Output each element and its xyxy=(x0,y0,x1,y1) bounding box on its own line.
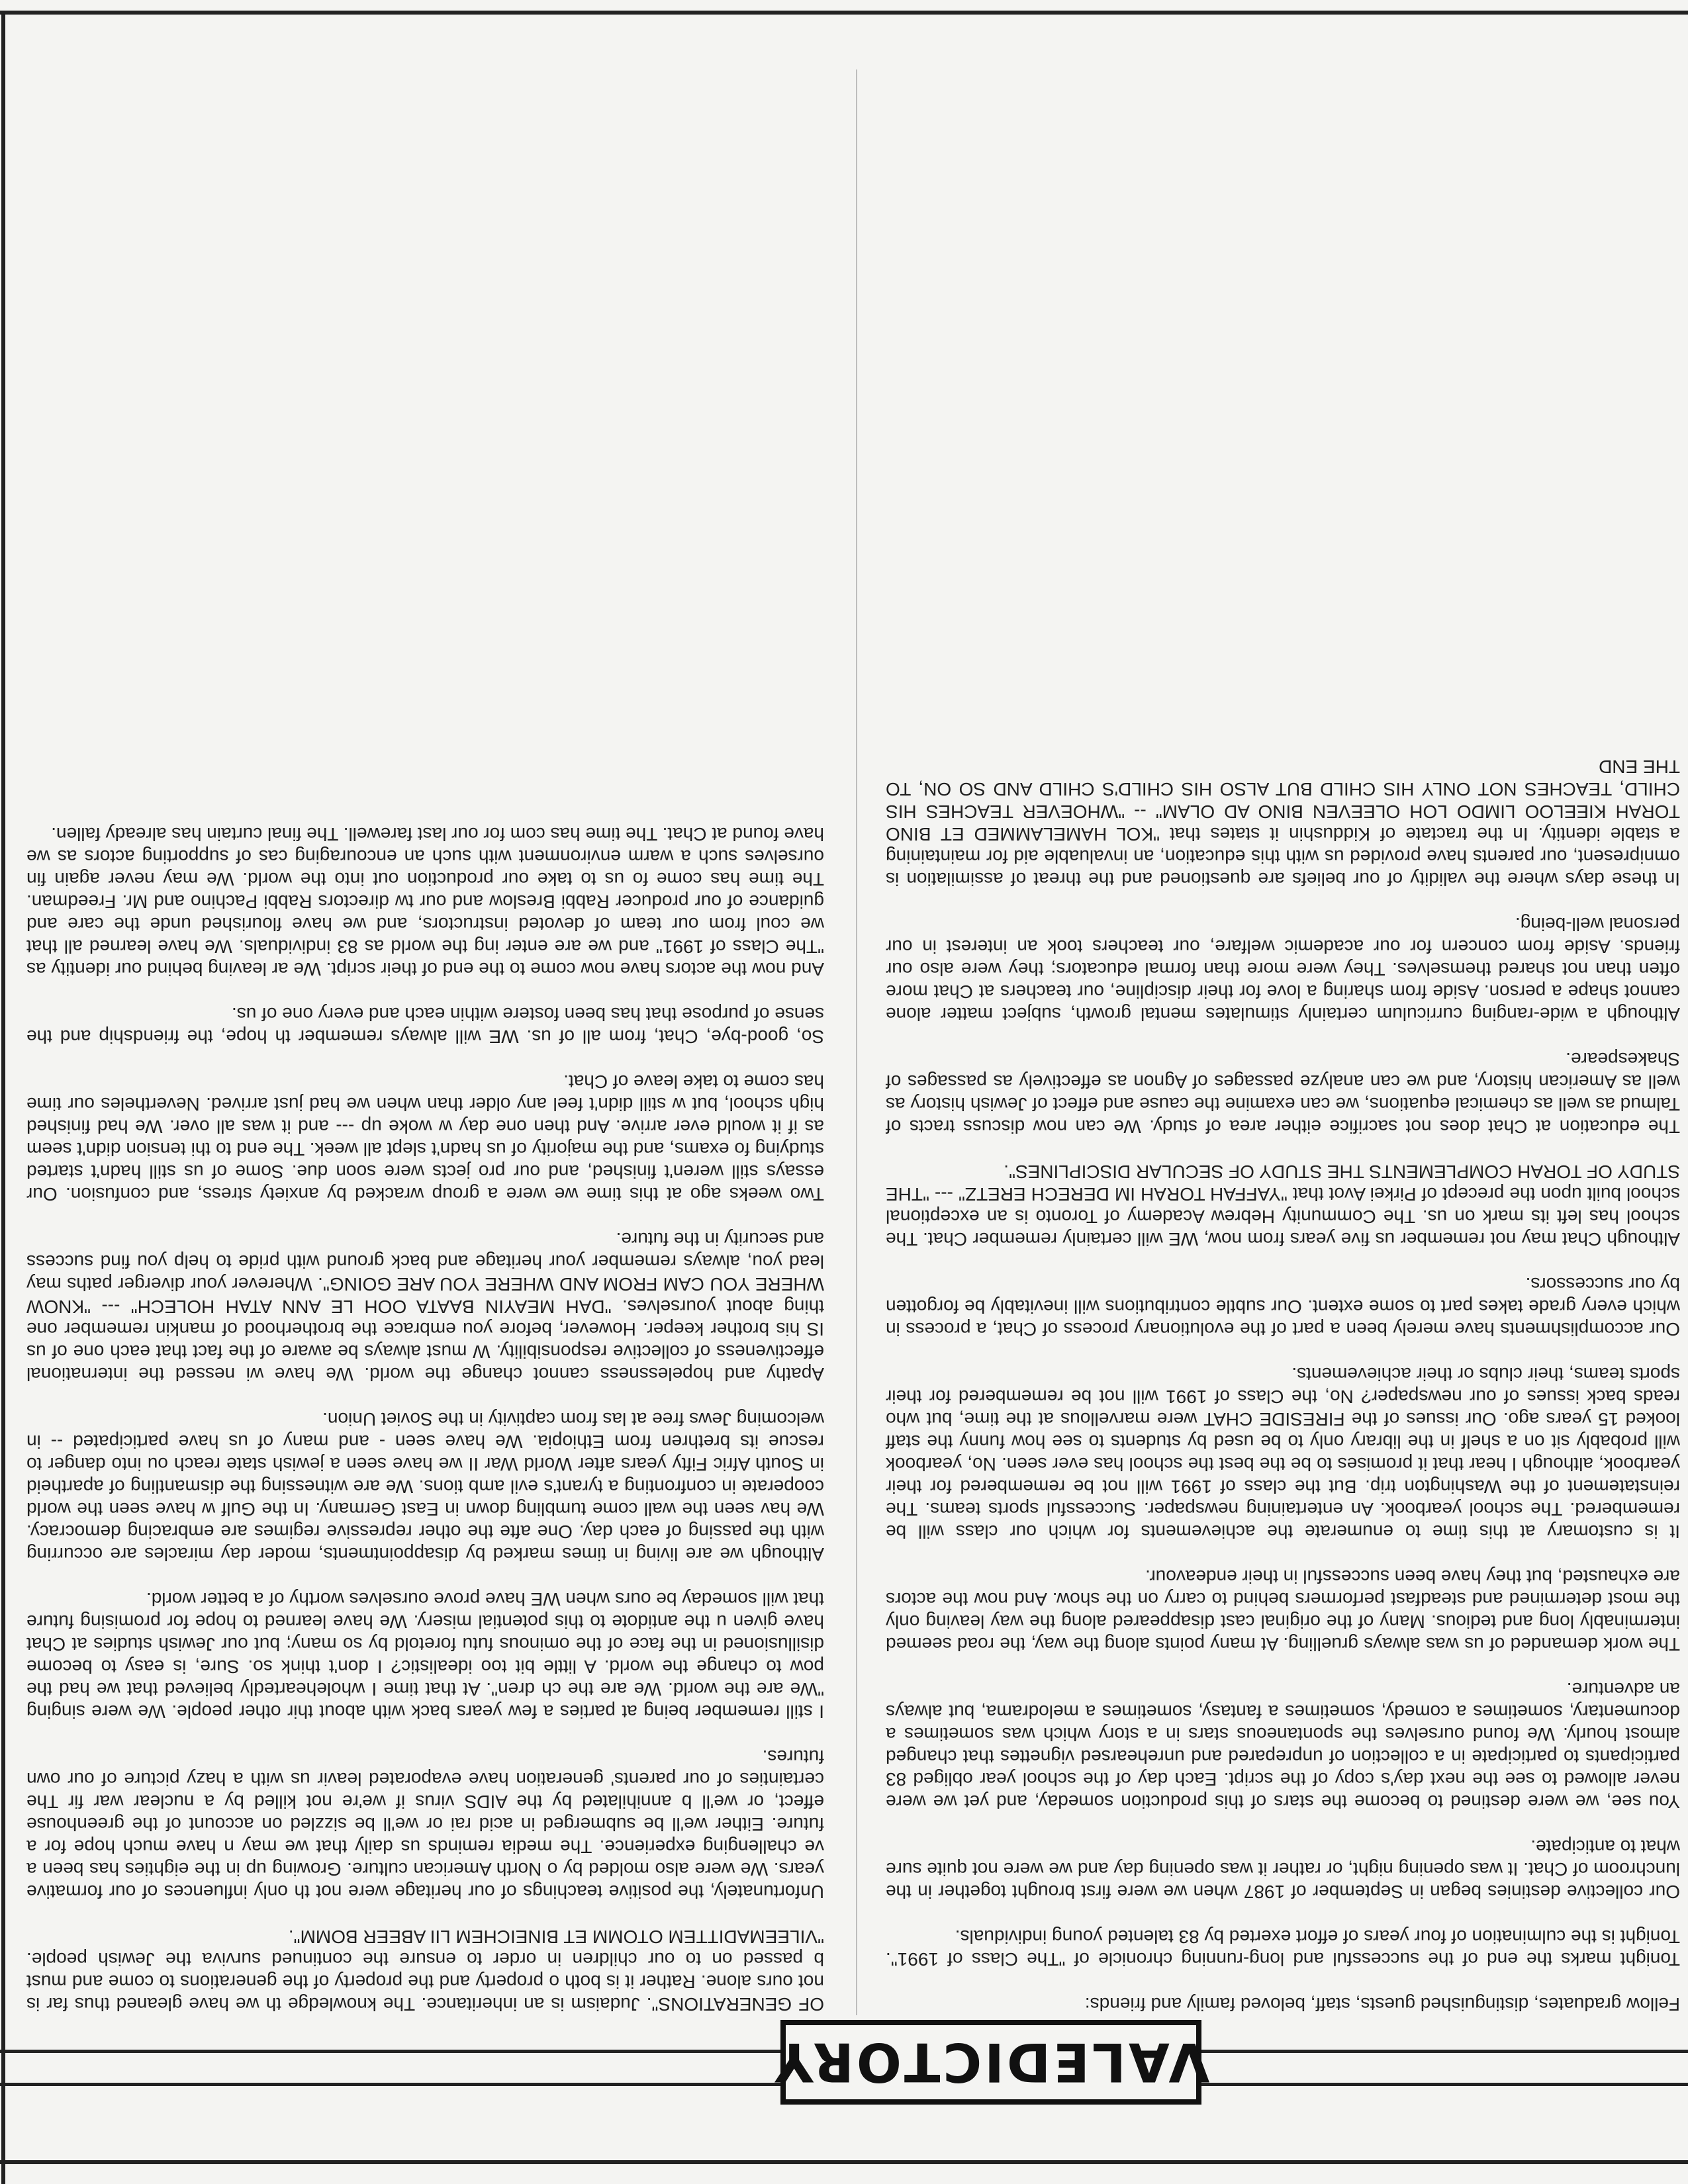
paragraph: So, good-bye, Chat, from all of us. WE will always remember th hope, the friendship and the sense of purpose that has been fostere within each and every one of us. xyxy=(26,1004,824,1047)
paragraph: Fellow graduates, distinguished guests, staff, beloved family and friends: xyxy=(1084,1994,1680,2015)
paragraph: The work demanded of us was always gruelling. At many points along the way, the road seemed interminably long and tedious. Many of the original cast disappeared along the way leaving only the most determined and steadfast performers behind to carry on the show. And now the actors are exhausted, but they have been successful in their endeavour. xyxy=(886,1567,1680,1655)
header-rule-left-lower xyxy=(1201,2050,1688,2053)
page-title: VALEDICTORY xyxy=(772,2031,1210,2093)
right-column xyxy=(26,800,824,2015)
title-box xyxy=(772,2020,1210,2105)
paragraph: The education at Chat does not sacrifice either area of study. We can now discuss tracts of Talmud as well as chemical equations, we can examine the cause and effect of Jewish history as well as American history, and we can analyze passages of Agnon as effectively as passages of Shakespeare. xyxy=(886,1049,1680,1137)
paragraph: And now the actors have now come to the end of their script. We ar leaving behind our identity as "The Class of 1991" and we are enter ing the world as 83 individuals. We have learned all that we coul from our team of devoted instructors, and we have flourished unde the care and guidance of our producer Rabbi Breslow and our tw directors Rabbi Pachino and Mr. Freedman. The time has come fo us to take our production out into the world. We may never again fin ourselves such a warm environment with such an encouraging cas of supporting actors as we have found at Chat. The time has com for our last farewell. The final curtain has already fallen. xyxy=(26,824,824,979)
paragraph: In these days where the validity of our beliefs are questioned and the threat of assimilation is omnipresent, our parents have provided us with this education, an invaluable aid for maintaining a stable identity. In the tractate of Kiddushin it states that "KOL HAMELAMMED ET BINO TORAH KIEELOO LIMDO LOH OLEEVEN BINO AD OLAM" -- "WHOEVER TEACHES HIS CHILD, TEACHES NOT ONLY HIS CHILD BUT ALSO HIS CHILD'S CHILD AND SO ON, TO THE END xyxy=(886,756,1680,889)
paragraph: You see, we were destined to become the stars of this production someday, and yet we were never allowed to see the next day's copy of the script. Each day of the school year obliged 83 participants to participate in a collection of unprepared and unrehearsed vignettes that changed almost hourly. We found ourselves the spontaneous stars in a story which was sometimes a documentary, sometimes a comedy, sometimes a fantasy, sometimes a melodrama, but always an adventure. xyxy=(886,1679,1680,1812)
paragraph: Unfortunately, the positive teachings of our heritage were not th only influences of our formative years. We were also molded by o North American culture. Growing up in the eighties has been a ve challenging experience. The media reminds us daily that we may n have much hope for a future. Either we'll be submerged in acid rai or we'll be sizzled on account of the greenhouse effect, or we'll b annihilated by the AIDS virus if we're not killed by a nuclear war fir The certainties of our parents' generation have evaporated leavir us with a hazy picture of our own futures. xyxy=(26,1747,824,1902)
paragraph: Two weeks ago at this time we were a group wracked by anxiety stress, and confusion. Our essays still weren't finished, and our pro jects were soon due. Some of us still hadn't started studying fo exams, and the majority of us hadn't slept all week. The end to thi tension didn't seem as if it would ever arrive. And then one day w woke up --- and it was all over. We had finished high school, but w still didn't feel any older than when we had just arrived. Nevertheles our time has come to take leave of Chat. xyxy=(26,1071,824,1205)
border-rule-bottom xyxy=(0,2160,1688,2164)
paragraph: Although a wide-ranging curriculum certainly stimulates mental growth, subject matter alone cannot shape a person. Aside from sharing a love for their discipline, our teachers at Chat more often than not shared themselves. They were more than formal educators; they were also our friends. Aside from concern for our academic welfare, our teachers took an interest in our personal well-being. xyxy=(886,914,1680,1024)
border-rule-top xyxy=(0,11,1688,15)
paragraph: Tonight marks the end of the successful and long-running chronicle of "The Class of 1991". Tonight is the culmination of four years of effort exerted by 83 talented young individuals. xyxy=(886,1927,1680,1970)
header-rule-right-lower xyxy=(0,2050,791,2053)
left-column xyxy=(886,733,1680,2015)
paragraph: It is customary at this time to enumerate the achievements for which our class will be remembered. The school yearbook. An entertaining newspaper. Successful sports teams. The reinstatement of the Washington trip. But the class of 1991 will not be remembered for their yearbook, although I hear that it promises to be the best the school has ever seen. No, yearbook will probably sit on a shelf in the library only to be used by students to see how funny the staff looked 15 years ago. Our issues of the FIRESIDE CHAT were marvellous at the time, but who reads back issues of our newspaper? No, the Class of 1991 will not be remembered for their sports teams, their clubs or their achievements. xyxy=(886,1364,1680,1542)
header-rule-left-upper xyxy=(1201,2083,1688,2086)
paragraph: Although Chat may not remember us five years from now, WE will certainly remember Chat. The school has left its mark on us. The Community Hebrew Academy of Toronto is an exceptional school built upon the precept of Pirkei Avot that "YAFFAH TORAH IM DERECH ERETZ" --- "THE STUDY OF TORAH COMPLEMENTS THE STUDY OF SECULAR DISCIPLINES". xyxy=(886,1161,1680,1250)
paragraph: Apathy and hopelessness cannot change the world. We have wi nessed the international effectiveness of collective responsibility. W must always be aware of the fact that each one of us IS his brother keeper. However, before you embrace the brotherhood of mankin remember one thing about yourselves. "DAH MEAYIN BAATA OOH LE ANN ATAH HOLECH" --- "KNOW WHERE YOU CAM FROM AND WHERE YOU ARE GOING". Wherever your diverger paths may lead you, always remember your heritage and back ground with pride to help you find success and security in the future. xyxy=(26,1229,824,1385)
paragraph: Our collective destinies began in September of 1987 when we were first brought together in the lunchroom of Chat. It was opening night, or rather it was opening day and we were not quite sure what to anticipate. xyxy=(886,1837,1680,1902)
header-rule-right-upper xyxy=(0,2083,791,2086)
paragraph: I still remember being at parties a few years back with about thir other people. We were singing "We are the world. We are the ch dren". At that time I wholeheartedly believed that we had the pow to change the world. A little bit too idealistic? I don't think so. Sure, is easy to become disillusioned in the face of the ominous futu foretold by so many; but our Jewish studies at Chat have given u the antidote to this potential misery. We have learned to hope for promising future that will someday be ours when WE have prove ourselves worthy of a better world. xyxy=(26,1589,824,1722)
paragraph: Our accomplishments have merely been a part of the evolutionary process of Chat, a process in which every grade takes part to some extent. Our subtle contributions will inevitably be forgotten by our successors. xyxy=(886,1274,1680,1340)
border-rule-side xyxy=(1,11,5,2184)
paragraph: OF GENERATIONS". Judaism is an inheritance. The knowledge th we have gleaned thus far is not ours alone. Rather it is both o property and the property of the generations to come and must b passed on to our children in order to ensure the continued surviva the Jewish people. "VILEEMADITTEM OTOMM ET BINEICHEM LII ABEER BOMM". xyxy=(26,1927,824,2015)
column-divider xyxy=(856,69,857,2015)
paragraph: Although we are living in times marked by disappointments, moder day miracles are occurring with the passing of each day. One afte the other repressive regimes are embracing democracy. We hav seen the wall come tumbling down in East Germany. In the Gulf w have seen the world cooperate in confronting a tyrant's evil amb tions. We are witnessing the dismantling of apartheid in South Afric Fifty years after World War II we have seen a jewish state reach ou into danger to rescue its brethren from Ethiopia. We have seen - and many of us have participated -- in welcoming Jews free at las from captivity in the Soviet Union. xyxy=(26,1409,824,1565)
